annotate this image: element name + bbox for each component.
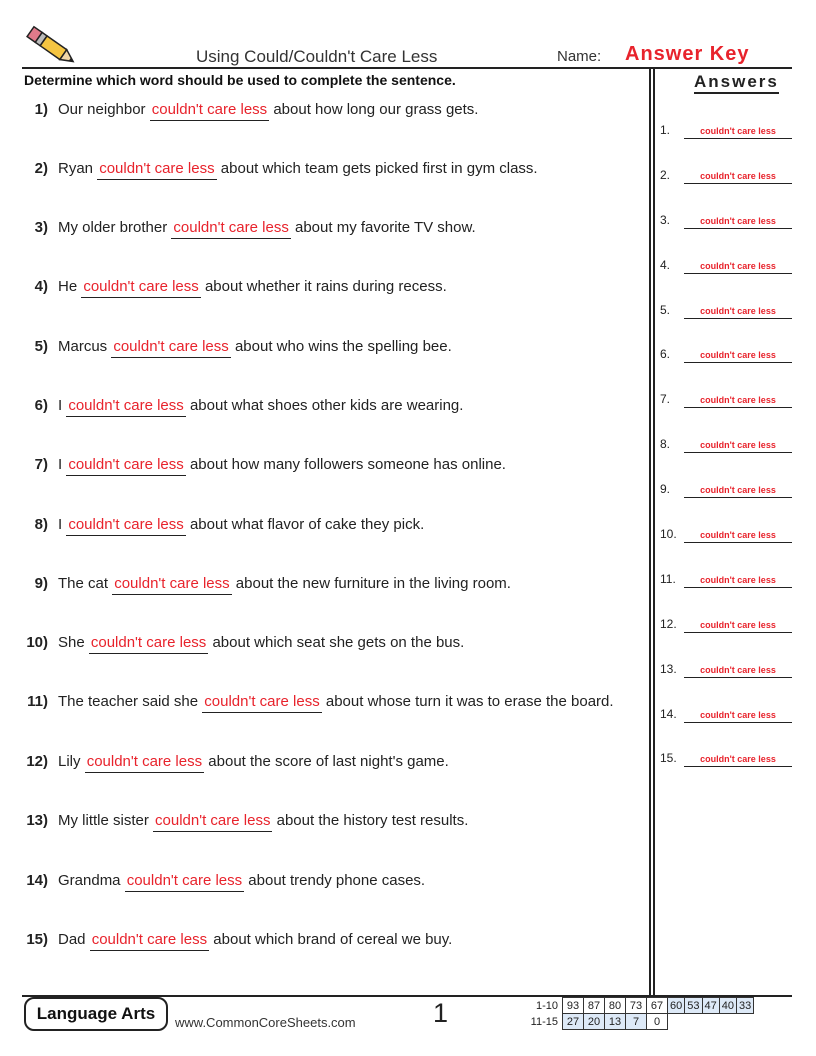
- question-text-after: about the new furniture in the living room.: [231, 575, 511, 592]
- question-number: 14): [26, 872, 48, 889]
- answer-value: couldn't care less: [684, 620, 792, 633]
- score-table: [528, 997, 754, 1030]
- question-text-after: about whose turn it was to erase the board.: [321, 693, 614, 710]
- answer-number: 10.: [660, 527, 677, 541]
- question-item: [0, 693, 650, 713]
- question-text-before: He: [58, 278, 82, 295]
- answer-value: couldn't care less: [684, 530, 792, 543]
- answer-number: 2.: [660, 168, 671, 182]
- answer-number: 3.: [660, 213, 671, 227]
- answer-value: couldn't care less: [684, 665, 792, 678]
- question-text-before: She: [58, 634, 89, 651]
- answer-number: 8.: [660, 437, 671, 451]
- score-cell: 0: [647, 1014, 668, 1030]
- question-number: 13): [26, 812, 48, 829]
- question-item: [0, 219, 650, 239]
- question-item: [0, 101, 650, 121]
- question-item: [0, 456, 650, 476]
- score-cell: 67: [647, 998, 668, 1014]
- score-cell: 93: [563, 998, 584, 1014]
- score-cell: 40: [719, 998, 736, 1014]
- question-number: 9): [34, 575, 48, 592]
- answer-value: couldn't care less: [684, 171, 792, 184]
- question-answer: couldn't care less: [89, 634, 208, 654]
- language-arts-logo: Language Arts: [24, 997, 168, 1031]
- question-number: 7): [34, 456, 48, 473]
- question-number: 1): [34, 101, 48, 118]
- score-row: [528, 1014, 754, 1030]
- question-text-before: I: [58, 516, 67, 533]
- question-answer: couldn't care less: [202, 693, 321, 713]
- answer-value: couldn't care less: [684, 395, 792, 408]
- question-answer: couldn't care less: [111, 338, 230, 358]
- question-text-before: The teacher said she: [58, 693, 203, 710]
- answer-number: 14.: [660, 707, 677, 721]
- score-cell: 33: [737, 998, 754, 1014]
- answer-number: 6.: [660, 347, 671, 361]
- question-text-after: about my favorite TV show.: [290, 219, 476, 236]
- question-text-after: about trendy phone cases.: [244, 872, 426, 889]
- question-number: 3): [34, 219, 48, 236]
- question-text-after: about what flavor of cake they pick.: [185, 516, 425, 533]
- question-text-after: about the score of last night's game.: [204, 753, 449, 770]
- answer-value: couldn't care less: [684, 485, 792, 498]
- website-link[interactable]: www.CommonCoreSheets.com: [175, 1015, 356, 1030]
- question-item: [0, 931, 650, 951]
- score-cell: 13: [605, 1014, 626, 1030]
- question-text-after: about whether it rains during recess.: [200, 278, 447, 295]
- score-cell: 80: [605, 998, 626, 1014]
- question-text-after: about how many followers someone has online.: [185, 456, 506, 473]
- question-answer: couldn't care less: [66, 456, 185, 476]
- answer-value: couldn't care less: [684, 126, 792, 139]
- question-text-after: about what shoes other kids are wearing.: [185, 397, 464, 414]
- pencil-icon: [22, 22, 80, 70]
- question-number: 2): [34, 160, 48, 177]
- question-text-after: about which team gets picked first in gym class.: [216, 160, 538, 177]
- question-text-before: Marcus: [58, 338, 112, 355]
- question-number: 15): [26, 931, 48, 948]
- answer-value: couldn't care less: [684, 261, 792, 274]
- question-text-after: about how long our grass gets.: [269, 101, 479, 118]
- header-divider: [22, 67, 792, 69]
- answer-value: couldn't care less: [684, 216, 792, 229]
- answer-number: 4.: [660, 258, 671, 272]
- answer-number: 9.: [660, 482, 671, 496]
- question-text-before: Lily: [58, 753, 85, 770]
- question-item: [0, 397, 650, 417]
- question-text-after: about which brand of cereal we buy.: [209, 931, 453, 948]
- question-number: 10): [26, 634, 48, 651]
- score-cell: 60: [668, 998, 685, 1014]
- question-item: [0, 575, 650, 595]
- question-text-before: I: [58, 456, 67, 473]
- answer-value: couldn't care less: [684, 306, 792, 319]
- instructions: Determine which word should be used to complete the sentence.: [24, 72, 456, 88]
- question-answer: couldn't care less: [112, 575, 231, 595]
- question-number: 4): [34, 278, 48, 295]
- score-cell: 53: [685, 998, 702, 1014]
- question-answer: couldn't care less: [153, 812, 272, 832]
- answer-number: 15.: [660, 751, 677, 765]
- question-item: [0, 634, 650, 654]
- question-item: [0, 278, 650, 298]
- question-item: [0, 872, 650, 892]
- score-cell: 20: [584, 1014, 605, 1030]
- score-row-label: 11-15: [530, 1015, 558, 1028]
- answer-value: couldn't care less: [684, 350, 792, 363]
- answers-heading: Answers: [694, 72, 779, 94]
- answer-number: 5.: [660, 303, 671, 317]
- answer-number: 12.: [660, 617, 677, 631]
- question-number: 11): [27, 693, 48, 710]
- question-text-before: The cat: [58, 575, 113, 592]
- question-item: [0, 160, 650, 180]
- answer-number: 11.: [660, 572, 676, 586]
- answer-value: couldn't care less: [684, 440, 792, 453]
- score-cell: 7: [626, 1014, 647, 1030]
- answer-key-label: Answer Key: [625, 43, 750, 65]
- answer-number: 7.: [660, 392, 671, 406]
- answer-number: 13.: [660, 662, 677, 676]
- score-row-label: 1-10: [535, 999, 558, 1012]
- question-text-before: I: [58, 397, 67, 414]
- name-label: Name:: [557, 48, 602, 65]
- question-text-before: My older brother: [58, 219, 172, 236]
- question-item: [0, 516, 650, 536]
- question-text-before: Grandma: [58, 872, 125, 889]
- question-answer: couldn't care less: [97, 160, 216, 180]
- question-text-after: about which seat she gets on the bus.: [208, 634, 465, 651]
- page-title: Using Could/Couldn't Care Less: [196, 47, 438, 66]
- question-number: 12): [26, 753, 48, 770]
- question-number: 6): [34, 397, 48, 414]
- page-number: 1: [433, 998, 449, 1028]
- question-answer: couldn't care less: [150, 101, 269, 121]
- score-row: [528, 998, 754, 1014]
- question-answer: couldn't care less: [66, 516, 185, 536]
- question-number: 8): [34, 516, 48, 533]
- score-cell: 73: [626, 998, 647, 1014]
- column-divider: [653, 68, 655, 995]
- question-answer: couldn't care less: [81, 278, 200, 298]
- question-text-after: about who wins the spelling bee.: [230, 338, 452, 355]
- answer-value: couldn't care less: [684, 710, 792, 723]
- question-answer: couldn't care less: [171, 219, 290, 239]
- question-text-before: Dad: [58, 931, 90, 948]
- answer-number: 1.: [660, 123, 671, 137]
- score-cell: 87: [584, 998, 605, 1014]
- question-answer: couldn't care less: [85, 753, 204, 773]
- score-cell: 47: [702, 998, 719, 1014]
- question-item: [0, 753, 650, 773]
- question-item: [0, 812, 650, 832]
- question-text-before: My little sister: [58, 812, 154, 829]
- question-text-after: about the history test results.: [272, 812, 469, 829]
- question-answer: couldn't care less: [90, 931, 209, 951]
- question-answer: couldn't care less: [125, 872, 244, 892]
- answer-value: couldn't care less: [684, 575, 792, 588]
- question-text-before: Our neighbor: [58, 101, 150, 118]
- question-answer: couldn't care less: [66, 397, 185, 417]
- question-text-before: Ryan: [58, 160, 98, 177]
- answer-value: couldn't care less: [684, 754, 792, 767]
- question-item: [0, 338, 650, 358]
- score-cell: 27: [563, 1014, 584, 1030]
- question-number: 5): [34, 338, 48, 355]
